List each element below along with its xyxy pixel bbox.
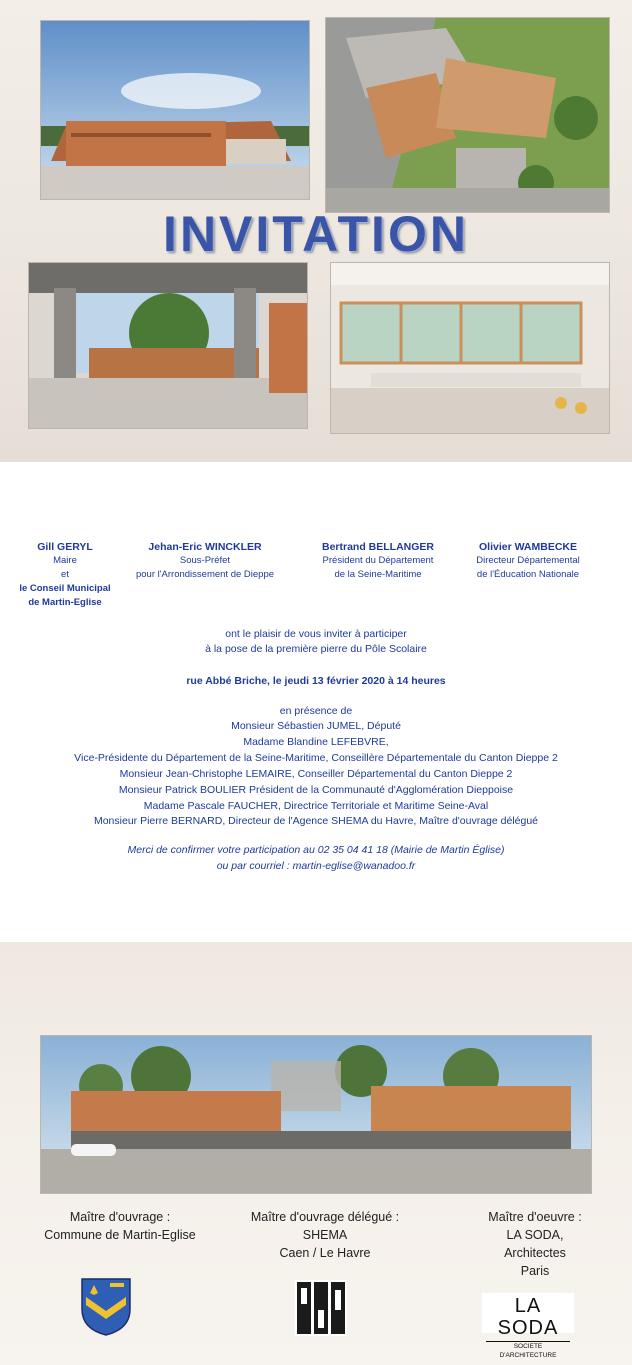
presence-line: Monsieur Patrick BOULIER Président de la Communauté d'Agglomération Dieppoise — [118, 784, 514, 796]
host-role: Directeur Départemental — [476, 555, 580, 566]
host-jehan-eric-winckler: Jehan-Eric WINCKLER Sous-Préfet pour l'Arrondissement de Dieppe — [110, 540, 300, 582]
presence-line: Madame Blandine LEFEBVRE, — [243, 736, 389, 748]
presence-line: Madame Pascale FAUCHER, Directrice Territoriale et Maritime Seine-Aval — [143, 800, 489, 812]
invitation-line: à la pose de la première pierre du Pôle Scolaire — [205, 643, 427, 655]
martin-eglise-coat-of-arms-logo — [80, 1277, 132, 1337]
host-role: le Conseil Municipal — [19, 583, 111, 594]
shema-logo — [295, 1280, 347, 1336]
photo-aerial-view — [325, 17, 610, 213]
host-gill-geryl: Gill GERYL Maire et le Conseil Municipal de Martin-Eglise — [0, 540, 145, 610]
presence-line: Vice-Présidente du Département de la Seine-Maritime, Conseillère Départementale du Canton Dieppe 2 — [74, 752, 558, 764]
presence-line: Monsieur Sébastien JUMEL, Député — [231, 720, 401, 732]
credit-maitre-oeuvre: Maître d'oeuvre : LA SODA, Architectes Paris — [488, 1210, 582, 1278]
presence-intro: en présence de — [279, 705, 353, 717]
event-details: rue Abbé Briche, le jeudi 13 février 2020 à 14 heures — [186, 675, 446, 687]
host-role: de la Seine-Maritime — [334, 569, 422, 580]
host-role: Sous-Préfet — [179, 555, 231, 566]
rsvp-phone: Merci de confirmer votre participation au 02 35 04 41 18 (Mairie de Martin Église) — [127, 844, 505, 856]
photo-interior-canteen — [330, 262, 610, 434]
host-role: Maire — [53, 555, 77, 566]
photo-courtyard — [28, 262, 308, 429]
credit-maitre-ouvrage: Maître d'ouvrage : Commune de Martin-Eglise — [44, 1210, 196, 1242]
host-role: pour l'Arrondissement de Dieppe — [135, 569, 275, 580]
invitation-line: ont le plaisir de vous inviter à participer — [225, 628, 407, 640]
presence-line: Monsieur Pierre BERNARD, Directeur de l'Agence SHEMA du Havre, Maître d'ouvrage délégué — [93, 815, 539, 827]
host-bertrand-bellanger: Bertrand BELLANGER Président du Département de la Seine-Maritime — [298, 540, 458, 582]
host-role: de l'Éducation Nationale — [476, 569, 580, 580]
invitation-title: INVITATION — [163, 206, 469, 262]
host-role: et — [61, 569, 69, 580]
presence-line: Monsieur Jean-Christophe LEMAIRE, Conseiller Départemental du Canton Dieppe 2 — [119, 768, 513, 780]
rsvp-email[interactable]: ou par courriel : martin-eglise@wanadoo.fr — [216, 860, 416, 872]
host-role: de Martin-Eglise — [28, 597, 102, 608]
photo-building-exterior — [40, 20, 310, 200]
host-olivier-wambecke: Olivier WAMBECKE Directeur Départemental de l'Éducation Nationale — [448, 540, 608, 582]
la-soda-logo: LA SODA SOCIETE D'ARCHITECTURE — [482, 1293, 574, 1333]
host-role: Président du Département — [322, 555, 434, 566]
credit-maitre-ouvrage-delegue: Maître d'ouvrage délégué : SHEMA Caen / Le Havre — [250, 1210, 400, 1260]
photo-building-panorama — [40, 1035, 592, 1194]
